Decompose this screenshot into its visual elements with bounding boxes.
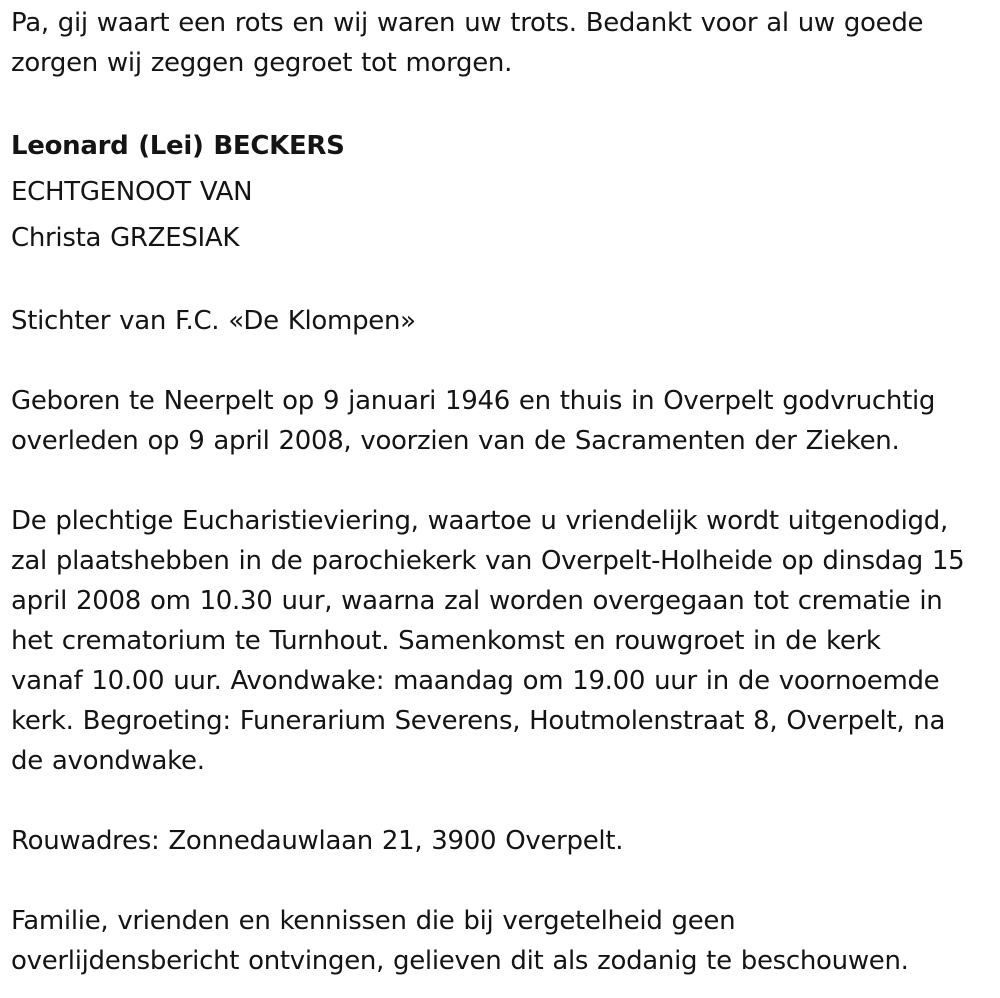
spouse-name: Christa GRZESIAK	[11, 223, 240, 253]
birth-death-line: Geboren te Neerpelt op 9 januari 1946 en thuis in Overpelt godvruchtig	[11, 386, 936, 416]
birth-death-line: overleden op 9 april 2008, voorzien van de Sacramenten der Zieken.	[11, 426, 900, 456]
paragraph-spacer	[11, 83, 995, 123]
paragraph-spacer	[11, 261, 995, 301]
birth-death-paragraph	[11, 381, 995, 461]
mourning-address: Rouwadres: Zonnedauwlaan 21, 3900 Overpelt.	[11, 826, 624, 856]
ceremony-line: De plechtige Eucharistieviering, waartoe u vriendelijk wordt uitgenodigd,	[11, 506, 948, 536]
ceremony-paragraph	[11, 501, 995, 781]
closing-line: overlijdensbericht ontvingen, gelieven dit als zodanig te beschouwen.	[11, 946, 909, 976]
ceremony-line: kerk. Begroeting: Funerarium Severens, Houtmolenstraat 8, Overpelt, na	[11, 706, 946, 736]
ceremony-line: vanaf 10.00 uur. Avondwake: maandag om 19.00 uur in de voornoemde	[11, 666, 940, 696]
paragraph-spacer	[11, 861, 995, 901]
ceremony-line: de avondwake.	[11, 746, 205, 776]
paragraph-spacer	[11, 461, 995, 501]
opening-verse	[11, 3, 995, 83]
opening-verse-line: Pa, gij waart een rots en wij waren uw trots. Bedankt voor al uw goede	[11, 8, 924, 38]
ceremony-line: het crematorium te Turnhout. Samenkomst en rouwgroet in de kerk	[11, 626, 881, 656]
paragraph-spacer	[11, 341, 995, 381]
ceremony-line: april 2008 om 10.30 uur, waarna zal worden overgegaan tot crematie in	[11, 586, 943, 616]
opening-verse-line: zorgen wij zeggen gegroet tot morgen.	[11, 48, 513, 78]
ceremony-line: zal plaatshebben in de parochiekerk van Overpelt-Holheide op dinsdag 15	[11, 546, 965, 576]
relation-label: ECHTGENOOT VAN	[11, 177, 253, 207]
founder-note: Stichter van F.C. «De Klompen»	[11, 306, 416, 336]
deceased-name: Leonard (Lei) BECKERS	[11, 131, 345, 161]
closing-paragraph	[11, 901, 995, 981]
obituary-notice	[11, 3, 995, 981]
closing-line: Familie, vrienden en kennissen die bij vergetelheid geen	[11, 906, 736, 936]
paragraph-spacer	[11, 781, 995, 821]
